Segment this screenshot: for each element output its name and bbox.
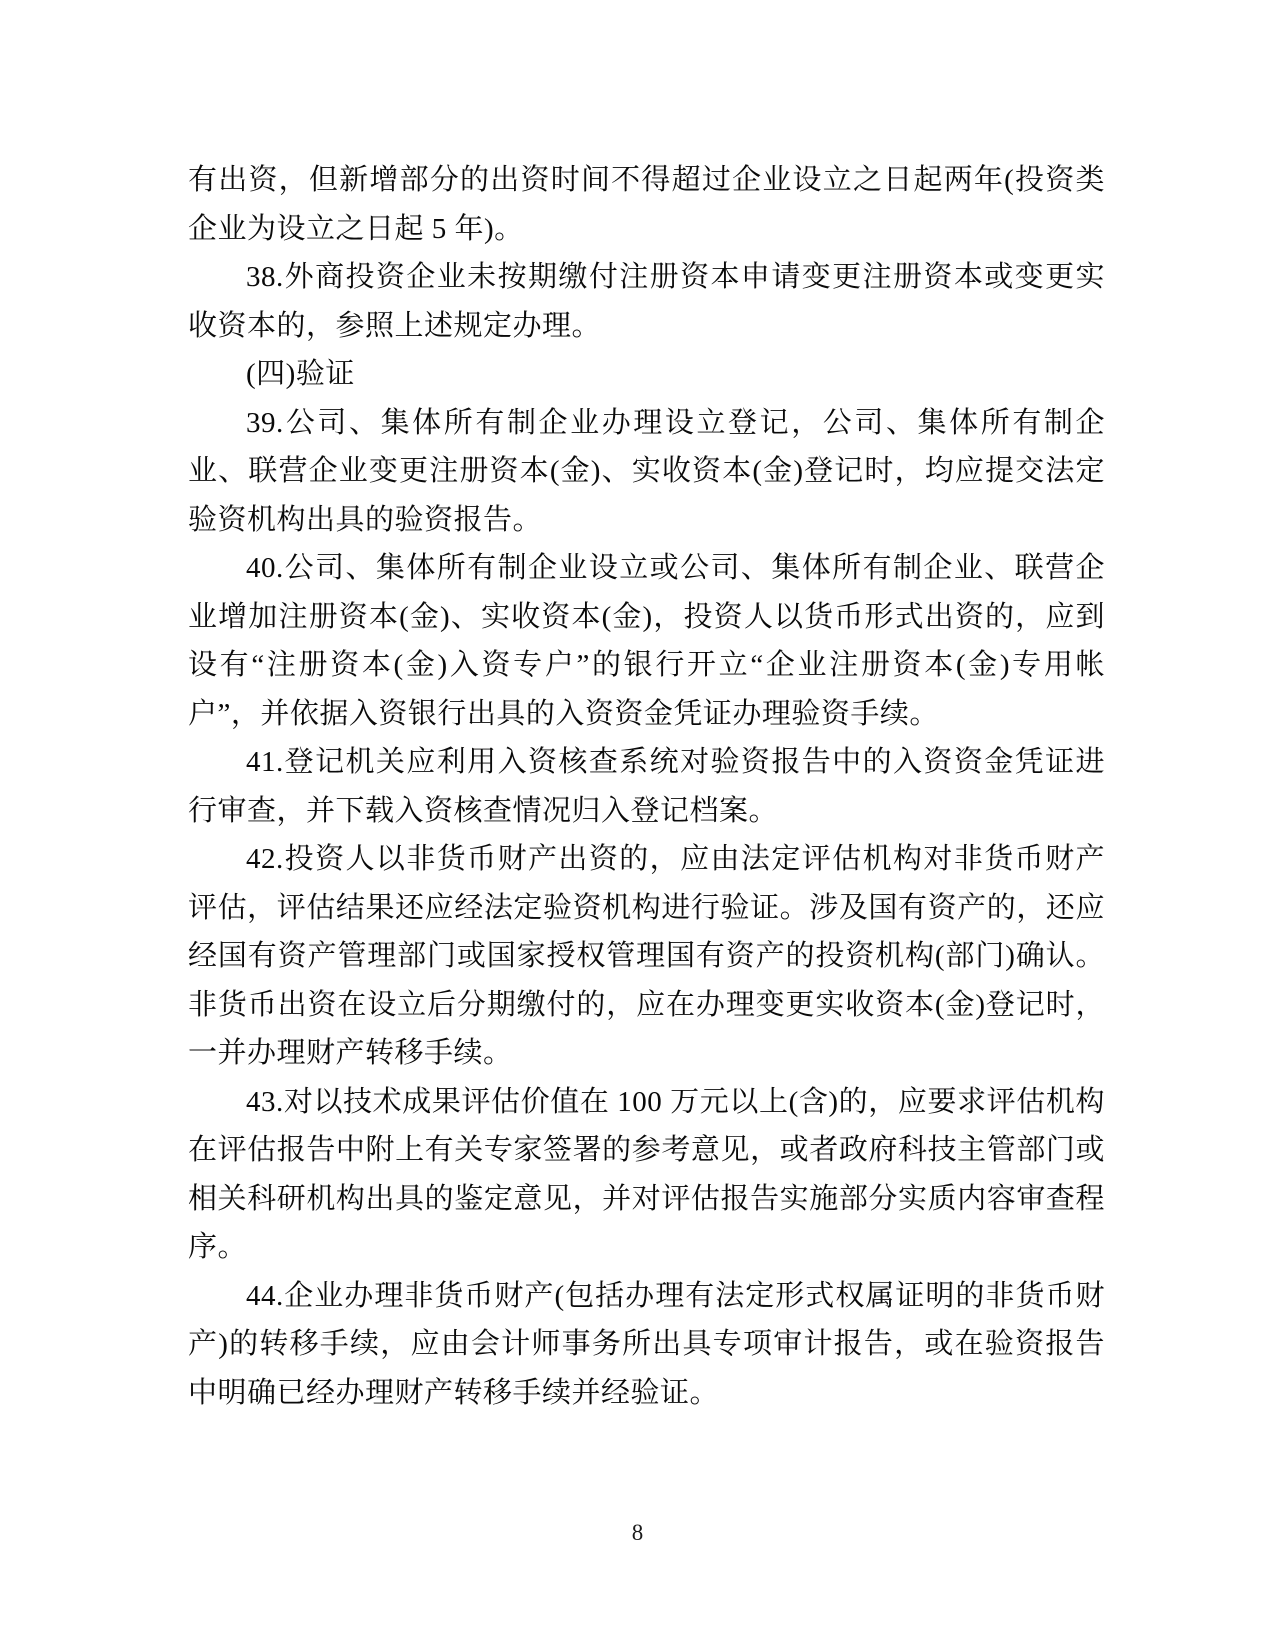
paragraph-item-42: 42.投资人以非货币财产出资的，应由法定评估机构对非货币财产评估，评估结果还应经法定验资机构进行验证。涉及国有资产的，还应经国有资产管理部门或国家授权管理国有资产的投资机构(部门)确认。非货币出资在设立后分期缴付的，应在办理变更实收资本(金)登记时，一并办理财产转移手续。 [188,843,1105,1069]
paragraph-item-40: 40.公司、集体所有制企业设立或公司、集体所有制企业、联营企业增加注册资本(金)、实收资本(金)，投资人以货币形式出资的，应到设有“注册资本(金)入资专户”的银行开立“企业注册资本(金)专用帐户”，并依据入资银行出具的入资资金凭证办理验资手续。 [188,552,1105,730]
page-number: 8 [631,1520,644,1545]
paragraph-item-41: 41.登记机关应利用入资核查系统对验资报告中的入资资金凭证进行审查，并下载入资核查情况归入登记档案。 [188,746,1105,827]
section-heading-4-verification: (四)验证 [246,358,355,390]
paragraph-continuation: 有出资，但新增部分的出资时间不得超过企业设立之日起两年(投资类企业为设立之日起 5 年)。 [188,164,1105,245]
paragraph-item-39: 39.公司、集体所有制企业办理设立登记，公司、集体所有制企业、联营企业变更注册资本(金)、实收资本(金)登记时，均应提交法定验资机构出具的验资报告。 [188,406,1105,536]
document-body-text [188,156,1105,1417]
paragraph-item-43: 43.对以技术成果评估价值在 100 万元以上(含)的，应要求评估机构在评估报告中附上有关专家签署的参考意见，或者政府科技主管部门或相关科研机构出具的鉴定意见，并对评估报告实施部分实质内容审查程序。 [188,1085,1105,1263]
paragraph-item-38: 38.外商投资企业未按期缴付注册资本申请变更注册资本或变更实收资本的，参照上述规定办理。 [188,261,1105,342]
paragraph-item-44: 44.企业办理非货币财产(包括办理有法定形式权属证明的非货币财产)的转移手续，应由会计师事务所出具专项审计报告，或在验资报告中明确已经办理财产转移手续并经验证。 [188,1279,1105,1409]
